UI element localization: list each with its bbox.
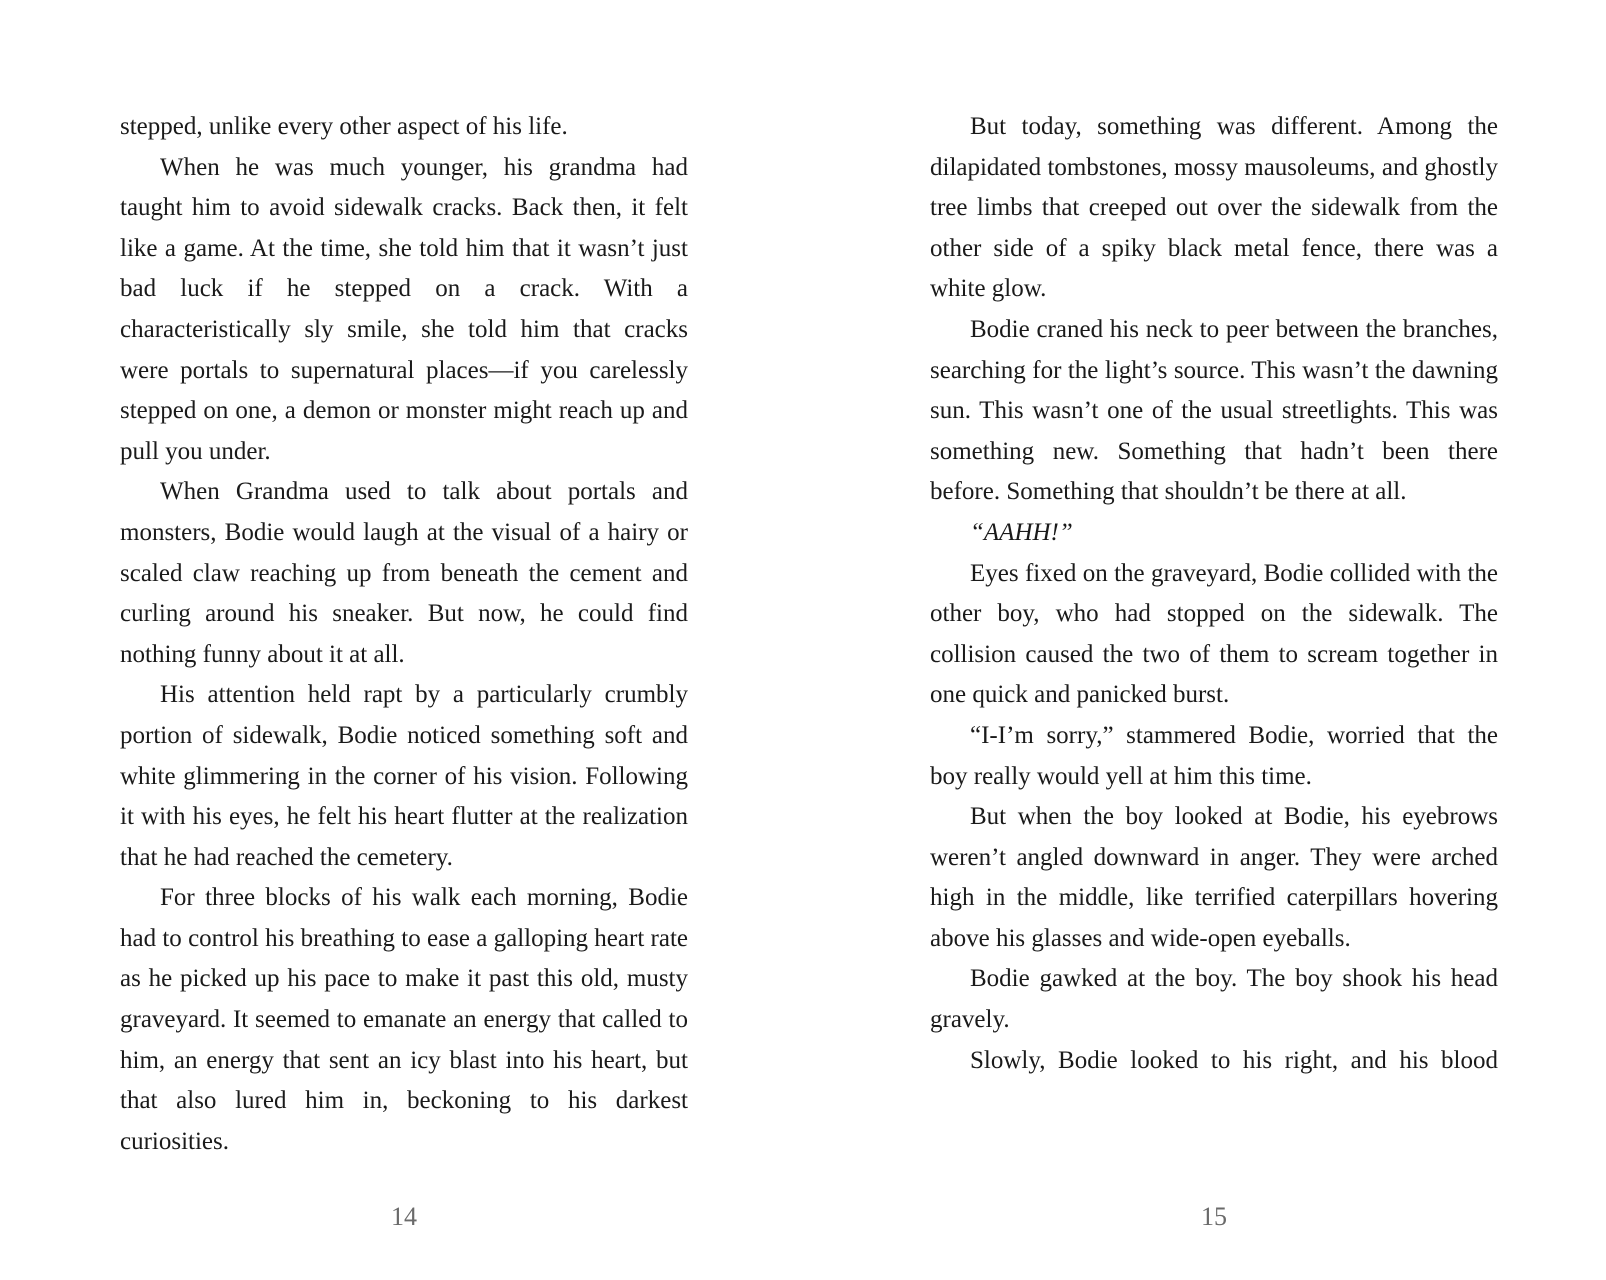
- page-number-right: 15: [1201, 1202, 1227, 1231]
- paragraph: Bodie gawked at the boy. The boy shook his head gravely.: [930, 965, 1498, 1034]
- paragraph: [930, 513, 1498, 554]
- page-number-left: 14: [391, 1202, 417, 1231]
- paragraph: But today, something was different. Among the dilapidated tombstones, mossy mausoleums, and ghostly tree limbs that creeped out over the sidewalk from the other side of a spiky black metal fence, there was a white glow.: [930, 113, 1498, 303]
- left-page: [120, 107, 688, 1162]
- paragraph: Bodie craned his neck to peer between the branches, searching for the light’s source. This wasn’t the dawning sun. This wasn’t one of the usual streetlights. This was something new. Something that hadn’t been there before. Something that shouldn’t be there at all.: [930, 315, 1498, 506]
- right-page-text: [930, 107, 1498, 1081]
- exclamation: “AAHH!”: [970, 518, 1073, 546]
- left-page-text: [120, 107, 688, 1162]
- paragraph: When he was much younger, his grandma had taught him to avoid sidewalk cracks. Back then, it felt like a game. At the time, she told him that it wasn’t just bad luck if he stepped on a crack. With a characteristically sly smile, she told him that cracks were portals to supernatural places—if you carelessly stepped on one, a demon or monster might reach up and pull you under.: [120, 153, 688, 465]
- paragraph: When Grandma used to talk about portals and monsters, Bodie would laugh at the visual of a hairy or scaled claw reaching up from beneath the cement and curling around his sneaker. But now, he could find nothing funny about it at all.: [120, 478, 688, 668]
- paragraph: Slowly, Bodie looked to his right, and his blood: [970, 1046, 1498, 1074]
- paragraph: “I-I’m sorry,” stammered Bodie, worried that the boy really would yell at him this time.: [930, 721, 1498, 790]
- paragraph: Eyes fixed on the graveyard, Bodie collided with the other boy, who had stopped on the sidewalk. The collision caused the two of them to scream together in one quick and panicked burst.: [930, 559, 1498, 709]
- right-page: [930, 107, 1498, 1081]
- paragraph: But when the boy looked at Bodie, his eyebrows weren’t angled downward in anger. They were arched high in the middle, like terrified caterpillars hovering above his glasses and wide-open eyeballs.: [930, 803, 1498, 952]
- paragraph: stepped, unlike every other aspect of his life.: [120, 113, 568, 140]
- paragraph: His attention held rapt by a particularly crumbly portion of sidewalk, Bodie noticed something soft and white glimmering in the corner of his vision. Following it with his eyes, he felt his heart flutter at the realization that he had reached the cemetery.: [120, 681, 688, 871]
- paragraph: For three blocks of his walk each morning, Bodie had to control his breathing to ease a galloping heart rate as he picked up his pace to make it past this old, musty graveyard. It seemed to emanate an energy that called to him, an energy that sent an icy blast into his heart, but that also lured him in, beckoning to his darkest curiosities.: [120, 884, 688, 1155]
